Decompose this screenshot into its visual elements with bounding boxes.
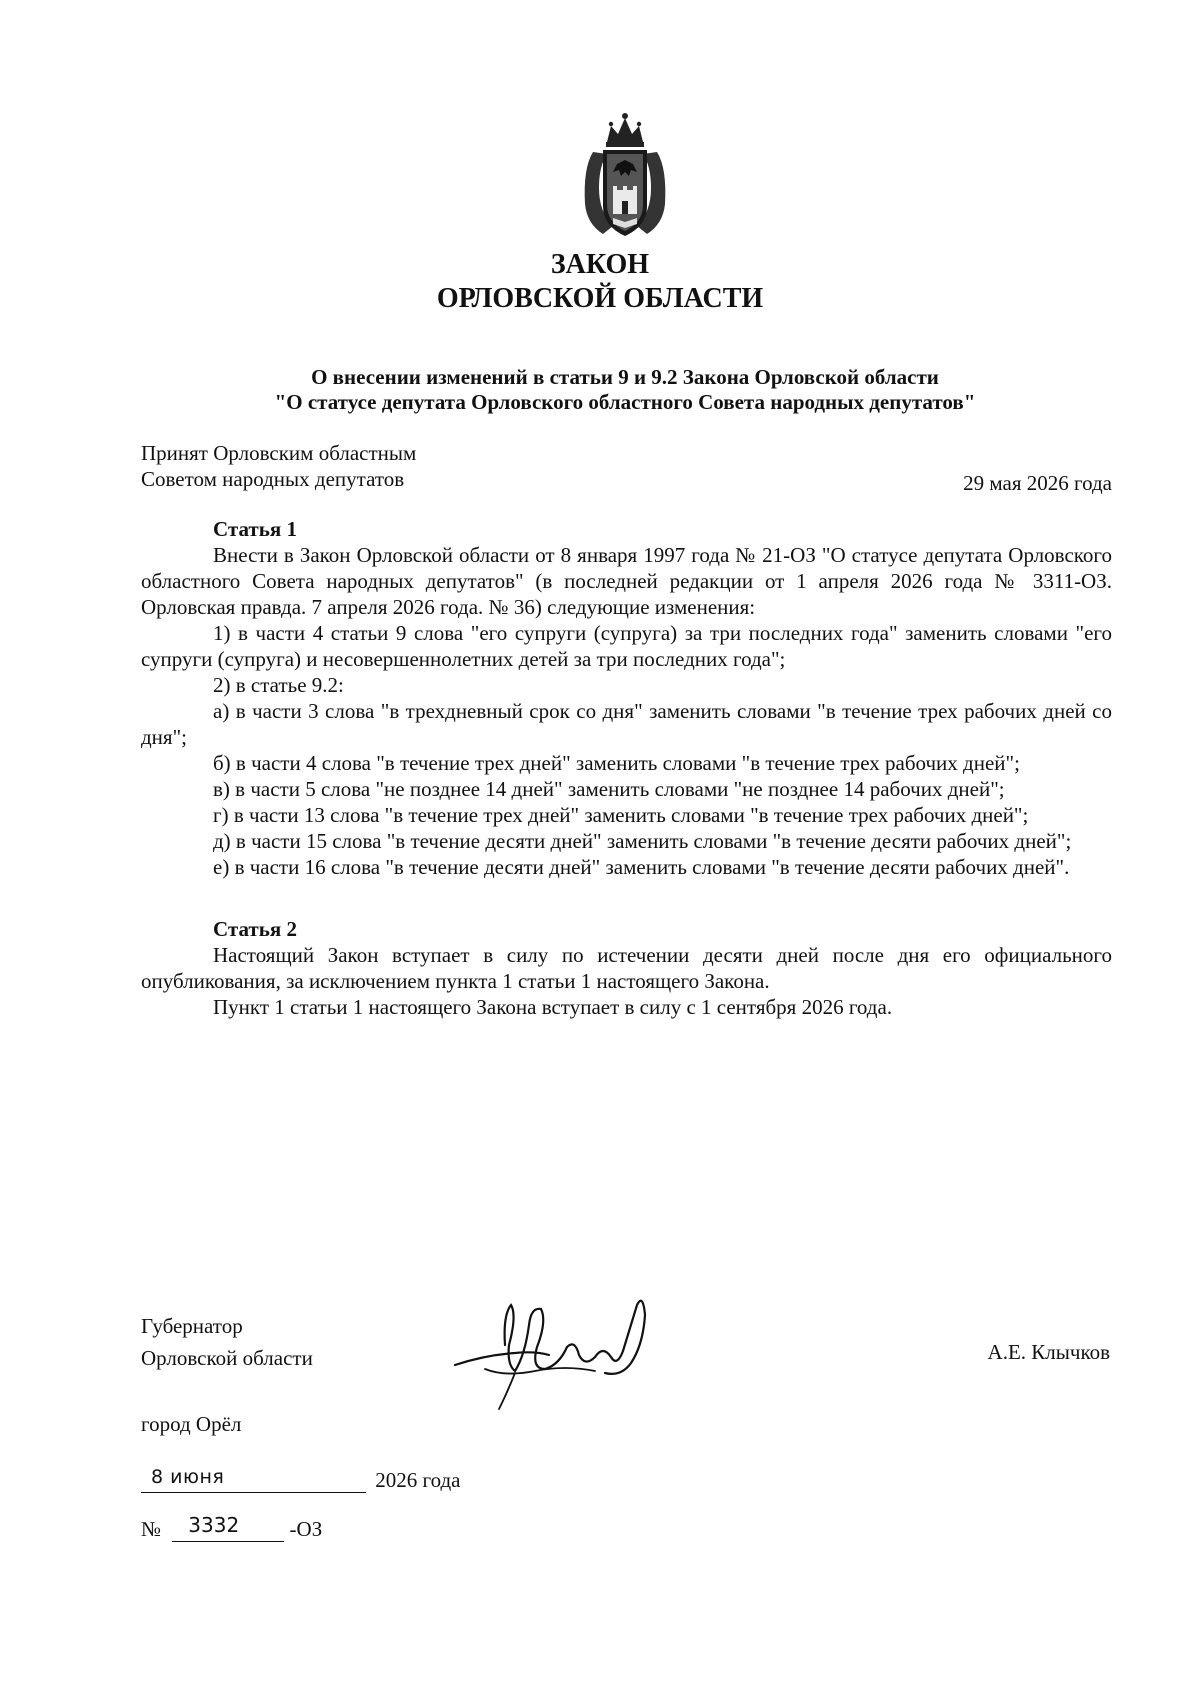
article-1-item-1: 1) в части 4 статьи 9 слова "его супруги (супруга) за три последних года" заменить словами "его супруги (супруга) и несовершеннолетних детей за три последних года"; bbox=[141, 621, 1112, 671]
article-2-para-2: Пункт 1 статьи 1 настоящего Закона вступает в силу с 1 сентября 2026 года. bbox=[213, 995, 893, 1019]
document-subtitle bbox=[200, 365, 1050, 415]
subtitle-line-2: "О статусе депутата Орловского областного Совета народных депутатов" bbox=[274, 390, 976, 414]
law-number-line bbox=[141, 1513, 323, 1542]
document-title-region: ОРЛОВСКОЙ ОБЛАСТИ bbox=[436, 283, 764, 314]
article-2-heading: Статья 2 bbox=[213, 917, 297, 941]
adoption-line-2: Советом народных депутатов bbox=[141, 467, 405, 491]
signatory-position-line-2: Орловской области bbox=[141, 1346, 313, 1370]
article-1-item-a: а) в части 3 слова "в трехдневный срок со дня" заменить словами "в течение трех рабочих дней со дня"; bbox=[141, 699, 1112, 749]
adoption-date: 29 мая 2026 года bbox=[963, 471, 1112, 495]
signatory-position bbox=[141, 1310, 313, 1374]
document-body bbox=[141, 516, 1112, 1020]
governor-signature bbox=[445, 1285, 670, 1415]
handwritten-number: 3332 bbox=[188, 1513, 240, 1537]
adoption-line-1: Принят Орловским областным bbox=[141, 441, 417, 465]
signatory-position-line-1: Губернатор bbox=[141, 1314, 243, 1338]
handwritten-date-field bbox=[141, 1468, 366, 1493]
article-1-item-2: 2) в статье 9.2: bbox=[213, 673, 344, 697]
city-line: город Орёл bbox=[141, 1412, 242, 1436]
article-1-heading: Статья 1 bbox=[213, 517, 297, 541]
signatory-name: А.Е. Клычков bbox=[987, 1340, 1110, 1364]
handwritten-number-field bbox=[172, 1513, 284, 1542]
article-1-item-v: в) в части 5 слова "не позднее 14 дней" заменить словами "не позднее 14 рабочих дней"; bbox=[213, 777, 1005, 801]
adoption-statement bbox=[141, 440, 416, 492]
article-2-para-1: Настоящий Закон вступает в силу по истечении десяти дней после дня его официального опубликования, за исключением пункта 1 статьи 1 настоящего Закона. bbox=[141, 943, 1112, 993]
article-1-intro: Внести в Закон Орловской области от 8 января 1997 года № 21-ОЗ "О статусе депутата Орловского областного Совета народных депутатов" (в последней редакции от 1 апреля 2026 года № 3311-ОЗ. Орловская правда. 7 апреля 2026 года. № 36) следующие изменения: bbox=[141, 543, 1112, 619]
document-title: ЗАКОН bbox=[550, 249, 650, 280]
article-1-item-b: б) в части 4 слова "в течение трех дней" заменить словами "в течение трех рабочих дней"; bbox=[213, 751, 1020, 775]
subtitle-line-1: О внесении изменений в статьи 9 и 9.2 Закона Орловской области bbox=[311, 365, 939, 389]
oryol-coat-of-arms-icon bbox=[573, 108, 677, 242]
article-1-item-e: е) в части 16 слова "в течение десяти дней" заменить словами "в течение десяти рабочих дней". bbox=[213, 855, 1070, 879]
article-gap bbox=[141, 880, 1112, 916]
number-suffix: -ОЗ bbox=[289, 1517, 323, 1541]
number-sign: № bbox=[141, 1517, 162, 1541]
signing-year: 2026 года bbox=[375, 1468, 461, 1492]
article-1-item-g: г) в части 13 слова "в течение трех дней" заменить словами "в течение трех рабочих дней"; bbox=[213, 803, 1029, 827]
handwritten-date: 8 июня bbox=[151, 1466, 225, 1488]
signing-date-line bbox=[141, 1468, 461, 1493]
article-1-item-d: д) в части 15 слова "в течение десяти дней" заменить словами "в течение десяти рабочих дней"; bbox=[213, 829, 1072, 853]
